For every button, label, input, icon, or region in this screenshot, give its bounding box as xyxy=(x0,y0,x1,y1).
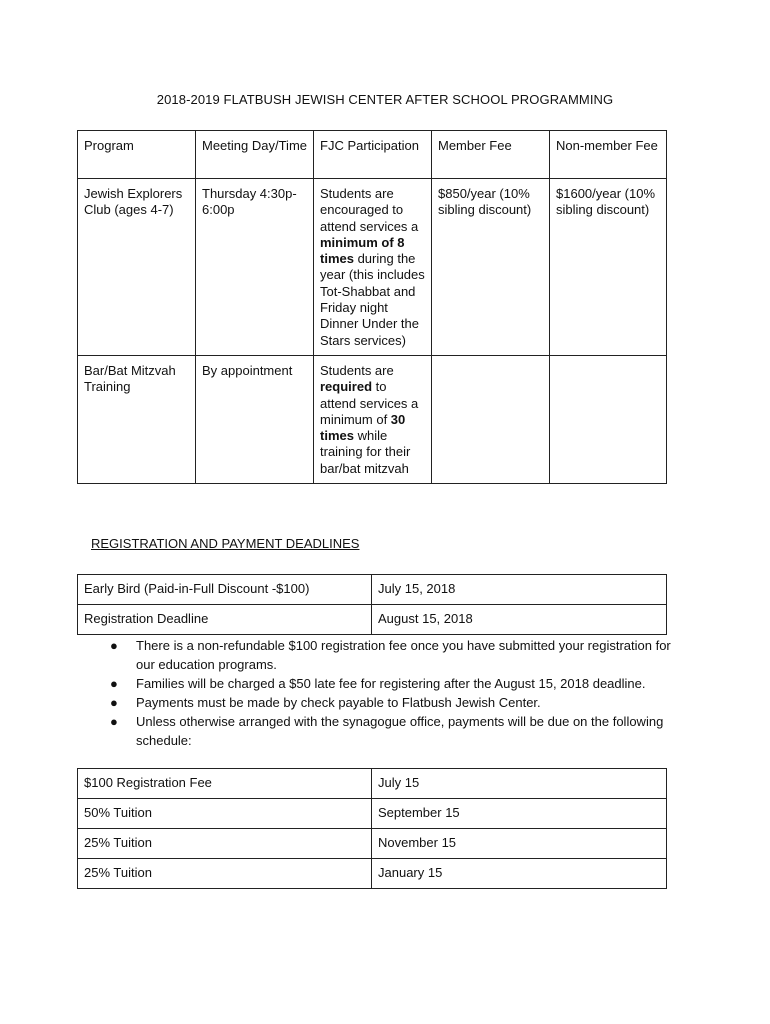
schedule-date: January 15 xyxy=(372,859,667,889)
list-item-text: Unless otherwise arranged with the synagogue office, payments will be due on the following schedule: xyxy=(136,714,664,748)
bullet-icon: ● xyxy=(110,695,118,710)
deadline-label: Registration Deadline xyxy=(78,605,372,635)
list-item xyxy=(110,636,690,674)
header-participation: FJC Participation xyxy=(314,131,432,179)
list-item xyxy=(110,712,690,750)
participation-text: while training for their bar/bat mitzvah xyxy=(320,428,411,476)
deadlines-heading: REGISTRATION AND PAYMENT DEADLINES xyxy=(91,536,360,551)
list-item-text: There is a non-refundable $100 registration fee once you have submitted your registration for our education programs. xyxy=(136,638,671,672)
header-member-fee: Member Fee xyxy=(432,131,550,179)
list-item xyxy=(110,693,690,712)
schedule-date: July 15 xyxy=(372,769,667,799)
table-row xyxy=(78,605,667,635)
participation-text: to attend services a minimum of xyxy=(320,379,419,427)
table-row xyxy=(78,859,667,889)
deadline-date: July 15, 2018 xyxy=(372,575,667,605)
schedule-item: 50% Tuition xyxy=(78,799,372,829)
schedule-item: 25% Tuition xyxy=(78,829,372,859)
participation-emphasis: minimum of 8 times xyxy=(320,234,405,267)
schedule-item: $100 Registration Fee xyxy=(78,769,372,799)
meeting-time: By appointment xyxy=(196,355,314,483)
schedule-date: November 15 xyxy=(372,829,667,859)
program-name: Bar/Bat Mitzvah Training xyxy=(78,355,196,483)
participation-text: Students are encouraged to attend services a xyxy=(320,186,419,234)
participation-text: during the year (this includes Tot-Shabbat and Friday night Dinner Under the Stars services) xyxy=(320,251,425,348)
meeting-time: Thursday 4:30p-6:00p xyxy=(196,179,314,356)
member-fee xyxy=(432,355,550,483)
nonmember-fee xyxy=(550,355,667,483)
header-nonmember-fee: Non-member Fee xyxy=(550,131,667,179)
policy-list xyxy=(110,636,690,750)
participation-emphasis: required xyxy=(320,379,373,395)
schedule-item: 25% Tuition xyxy=(78,859,372,889)
deadline-date: August 15, 2018 xyxy=(372,605,667,635)
payment-schedule-table xyxy=(77,768,667,889)
table-row xyxy=(78,829,667,859)
participation-emphasis: 30 times xyxy=(320,411,406,444)
schedule-date: September 15 xyxy=(372,799,667,829)
member-fee: $850/year (10% sibling discount) xyxy=(432,179,550,356)
participation-text: Students are xyxy=(320,362,394,378)
header-meeting: Meeting Day/Time xyxy=(196,131,314,179)
list-item-text: Payments must be made by check payable to Flatbush Jewish Center. xyxy=(136,695,541,710)
table-row xyxy=(78,799,667,829)
bullet-icon: ● xyxy=(110,638,118,653)
list-item xyxy=(110,674,690,693)
table-row xyxy=(78,575,667,605)
table-row xyxy=(78,769,667,799)
bullet-icon: ● xyxy=(110,714,118,729)
bullet-icon: ● xyxy=(110,676,118,691)
table-header-row xyxy=(78,131,667,179)
header-program: Program xyxy=(78,131,196,179)
program-name: Jewish Explorers Club (ages 4-7) xyxy=(78,179,196,356)
table-row xyxy=(78,355,667,483)
page-title: 2018-2019 FLATBUSH JEWISH CENTER AFTER SCHOOL PROGRAMMING xyxy=(156,92,614,107)
deadline-label: Early Bird (Paid-in-Full Discount -$100) xyxy=(78,575,372,605)
deadline-table xyxy=(77,574,667,635)
table-row xyxy=(78,179,667,356)
program-table xyxy=(77,130,667,484)
participation xyxy=(314,355,432,483)
list-item-text: Families will be charged a $50 late fee for registering after the August 15, 2018 deadline. xyxy=(136,676,646,691)
nonmember-fee: $1600/year (10% sibling discount) xyxy=(550,179,667,356)
participation xyxy=(314,179,432,356)
